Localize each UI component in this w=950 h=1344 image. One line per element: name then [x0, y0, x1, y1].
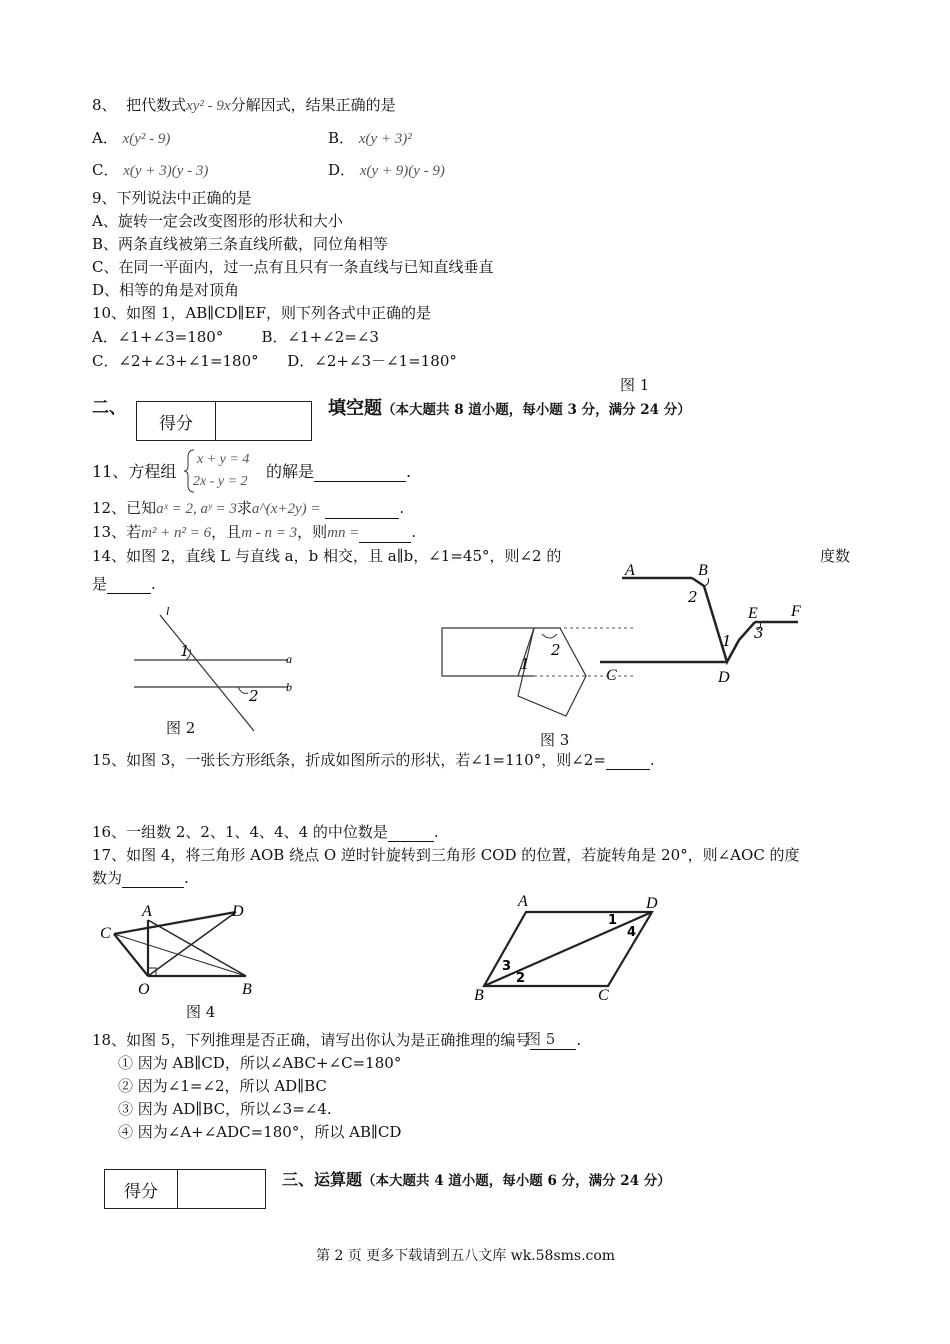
q11-suffix: 的解是 . — [266, 462, 412, 481]
fig2-line-b: b — [286, 680, 292, 694]
q8-option-c: C． x(y + 3)(y - 3) — [92, 161, 209, 179]
fig2-caption: 图 2 — [166, 719, 196, 737]
fig5-point-b: B — [474, 987, 484, 1004]
q11-eq1: x + y = 4 — [197, 452, 250, 467]
q9-stem: 9、下列说法中正确的是 — [92, 189, 252, 207]
q8-stem: 8、 把代数式xy² - 9x分解因式，结果正确的是 — [92, 96, 396, 114]
fig1-angle-3: 3 — [754, 624, 764, 642]
q11-equation-system — [183, 448, 263, 494]
fig5-angle-1: 1 — [608, 913, 618, 928]
q10-options-ab: A．∠1+∠3=180° B．∠1+∠2=∠3 — [92, 328, 379, 346]
fig4-point-a: A — [142, 903, 152, 920]
fig4-point-o: O — [138, 981, 150, 998]
section3-title: 三、运算题 — [282, 1170, 363, 1189]
score-label: 得分 — [137, 402, 216, 440]
section3-desc: （本大题共 4 道小题，每小题 6 分，满分 24 分） — [362, 1173, 671, 1189]
section2-title: 填空题 — [328, 398, 382, 419]
figure-2 — [130, 605, 310, 745]
fig4-point-b: B — [242, 981, 252, 998]
q8-option-b: B． x(y + 3)² — [328, 129, 412, 147]
fig2-line-l: l — [166, 605, 170, 618]
fig1-caption: 图 1 — [620, 376, 650, 394]
section2-heading — [328, 399, 691, 420]
q14-line2: 是 . — [92, 575, 156, 593]
q13: 13、若m² + n² = 6，且m - n = 3，则mn = . — [92, 523, 417, 541]
section2-desc: （本大题共 8 道小题，每小题 3 分，满分 24 分） — [382, 402, 691, 418]
q18-item-2: ② 因为∠1=∠2，所以 AD∥BC — [118, 1077, 327, 1095]
fig1-point-a: A — [625, 562, 635, 579]
q9-option-d: D、相等的角是对顶角 — [92, 281, 240, 299]
fig4-point-d: D — [232, 903, 244, 920]
section2-number: 二、 — [92, 398, 126, 418]
fig5-point-d: D — [646, 895, 658, 912]
fig1-angle-1: 1 — [722, 632, 732, 650]
figure-3 — [438, 622, 638, 722]
q11-prefix: 11、方程组 — [92, 462, 177, 481]
fig5-caption: 图 5 — [526, 1030, 556, 1048]
section3-score-box — [104, 1169, 266, 1209]
q10-options-cd: C．∠2+∠3+∠1=180° D．∠2+∠3－∠1=180° — [92, 352, 457, 370]
fig5-angle-2: 2 — [516, 971, 526, 986]
fig1-point-f: F — [791, 603, 801, 620]
fig2-angle-1: 1 — [180, 642, 190, 660]
fig2-line-a: a — [286, 652, 292, 666]
q10-stem: 10、如图 1，AB∥CD∥EF，则下列各式中正确的是 — [92, 304, 431, 322]
fig4-point-c: C — [100, 925, 111, 942]
q18-item-4: ④ 因为∠A+∠ADC=180°，所以 AB∥CD — [118, 1123, 402, 1141]
fig1-point-e: E — [748, 605, 758, 622]
q18-item-1: ① 因为 AB∥CD，所以∠ABC+∠C=180° — [118, 1054, 402, 1072]
q12: 12、已知aˣ = 2, aʸ = 3求a^(x+2y) = . — [92, 499, 405, 517]
figure-5 — [470, 890, 670, 1010]
section2-score-box — [136, 401, 312, 441]
figure-4 — [96, 898, 276, 1002]
fig3-caption: 图 3 — [540, 731, 570, 749]
fig1-point-b: B — [698, 562, 708, 579]
q14-line1: 14、如图 2，直线 L 与直线 a，b 相交，且 a∥b，∠1=45°，则∠2 的 — [92, 547, 562, 565]
q9-option-b: B、两条直线被第三条直线所截，同位角相等 — [92, 235, 389, 253]
section3-heading — [282, 1170, 671, 1191]
page-footer: 第 2 页 更多下载请到五八文库 wk.58sms.com — [316, 1248, 616, 1264]
fig5-angle-3: 3 — [502, 959, 512, 974]
fig5-angle-4: 4 — [627, 925, 637, 940]
q18-item-3: ③ 因为 AD∥BC，所以∠3=∠4. — [118, 1100, 332, 1118]
fig5-point-c: C — [598, 987, 609, 1004]
fig3-angle-1: 1 — [520, 655, 530, 673]
q8-option-d: D． x(y + 9)(y - 9) — [328, 161, 445, 179]
fig1-point-d: D — [718, 669, 730, 686]
q17-line1: 17、如图 4，将三角形 AOB 绕点 O 逆时针旋转到三角形 COD 的位置，若旋转角是 20°，则∠AOC 的度 — [92, 846, 800, 864]
fig3-angle-2: 2 — [551, 641, 561, 659]
q11-eq2: 2x - y = 2 — [193, 474, 248, 489]
q16: 16、一组数 2、2、1、4、4、4 的中位数是 . — [92, 823, 439, 841]
q18-stem: 18、如图 5，下列推理是否正确，请写出你认为是正确推理的编号 . — [92, 1031, 582, 1049]
fig2-angle-2: 2 — [249, 687, 259, 705]
fig5-point-a: A — [518, 893, 528, 910]
q9-option-a: A、旋转一定会改变图形的形状和大小 — [92, 212, 343, 230]
q14-degree: 度数 — [820, 547, 851, 565]
q15: 15、如图 3，一张长方形纸条，折成如图所示的形状，若∠1=110°，则∠2= . — [92, 751, 655, 769]
fig1-angle-2: 2 — [688, 588, 698, 606]
q17-line2: 数为 . — [92, 869, 189, 887]
score-label: 得分 — [105, 1170, 178, 1208]
fig4-caption: 图 4 — [186, 1003, 216, 1021]
q9-option-c: C、在同一平面内，过一点有且只有一条直线与已知直线垂直 — [92, 258, 494, 276]
fig1-point-c: C — [606, 667, 617, 684]
q8-option-a: A． x(y² - 9) — [92, 129, 171, 147]
